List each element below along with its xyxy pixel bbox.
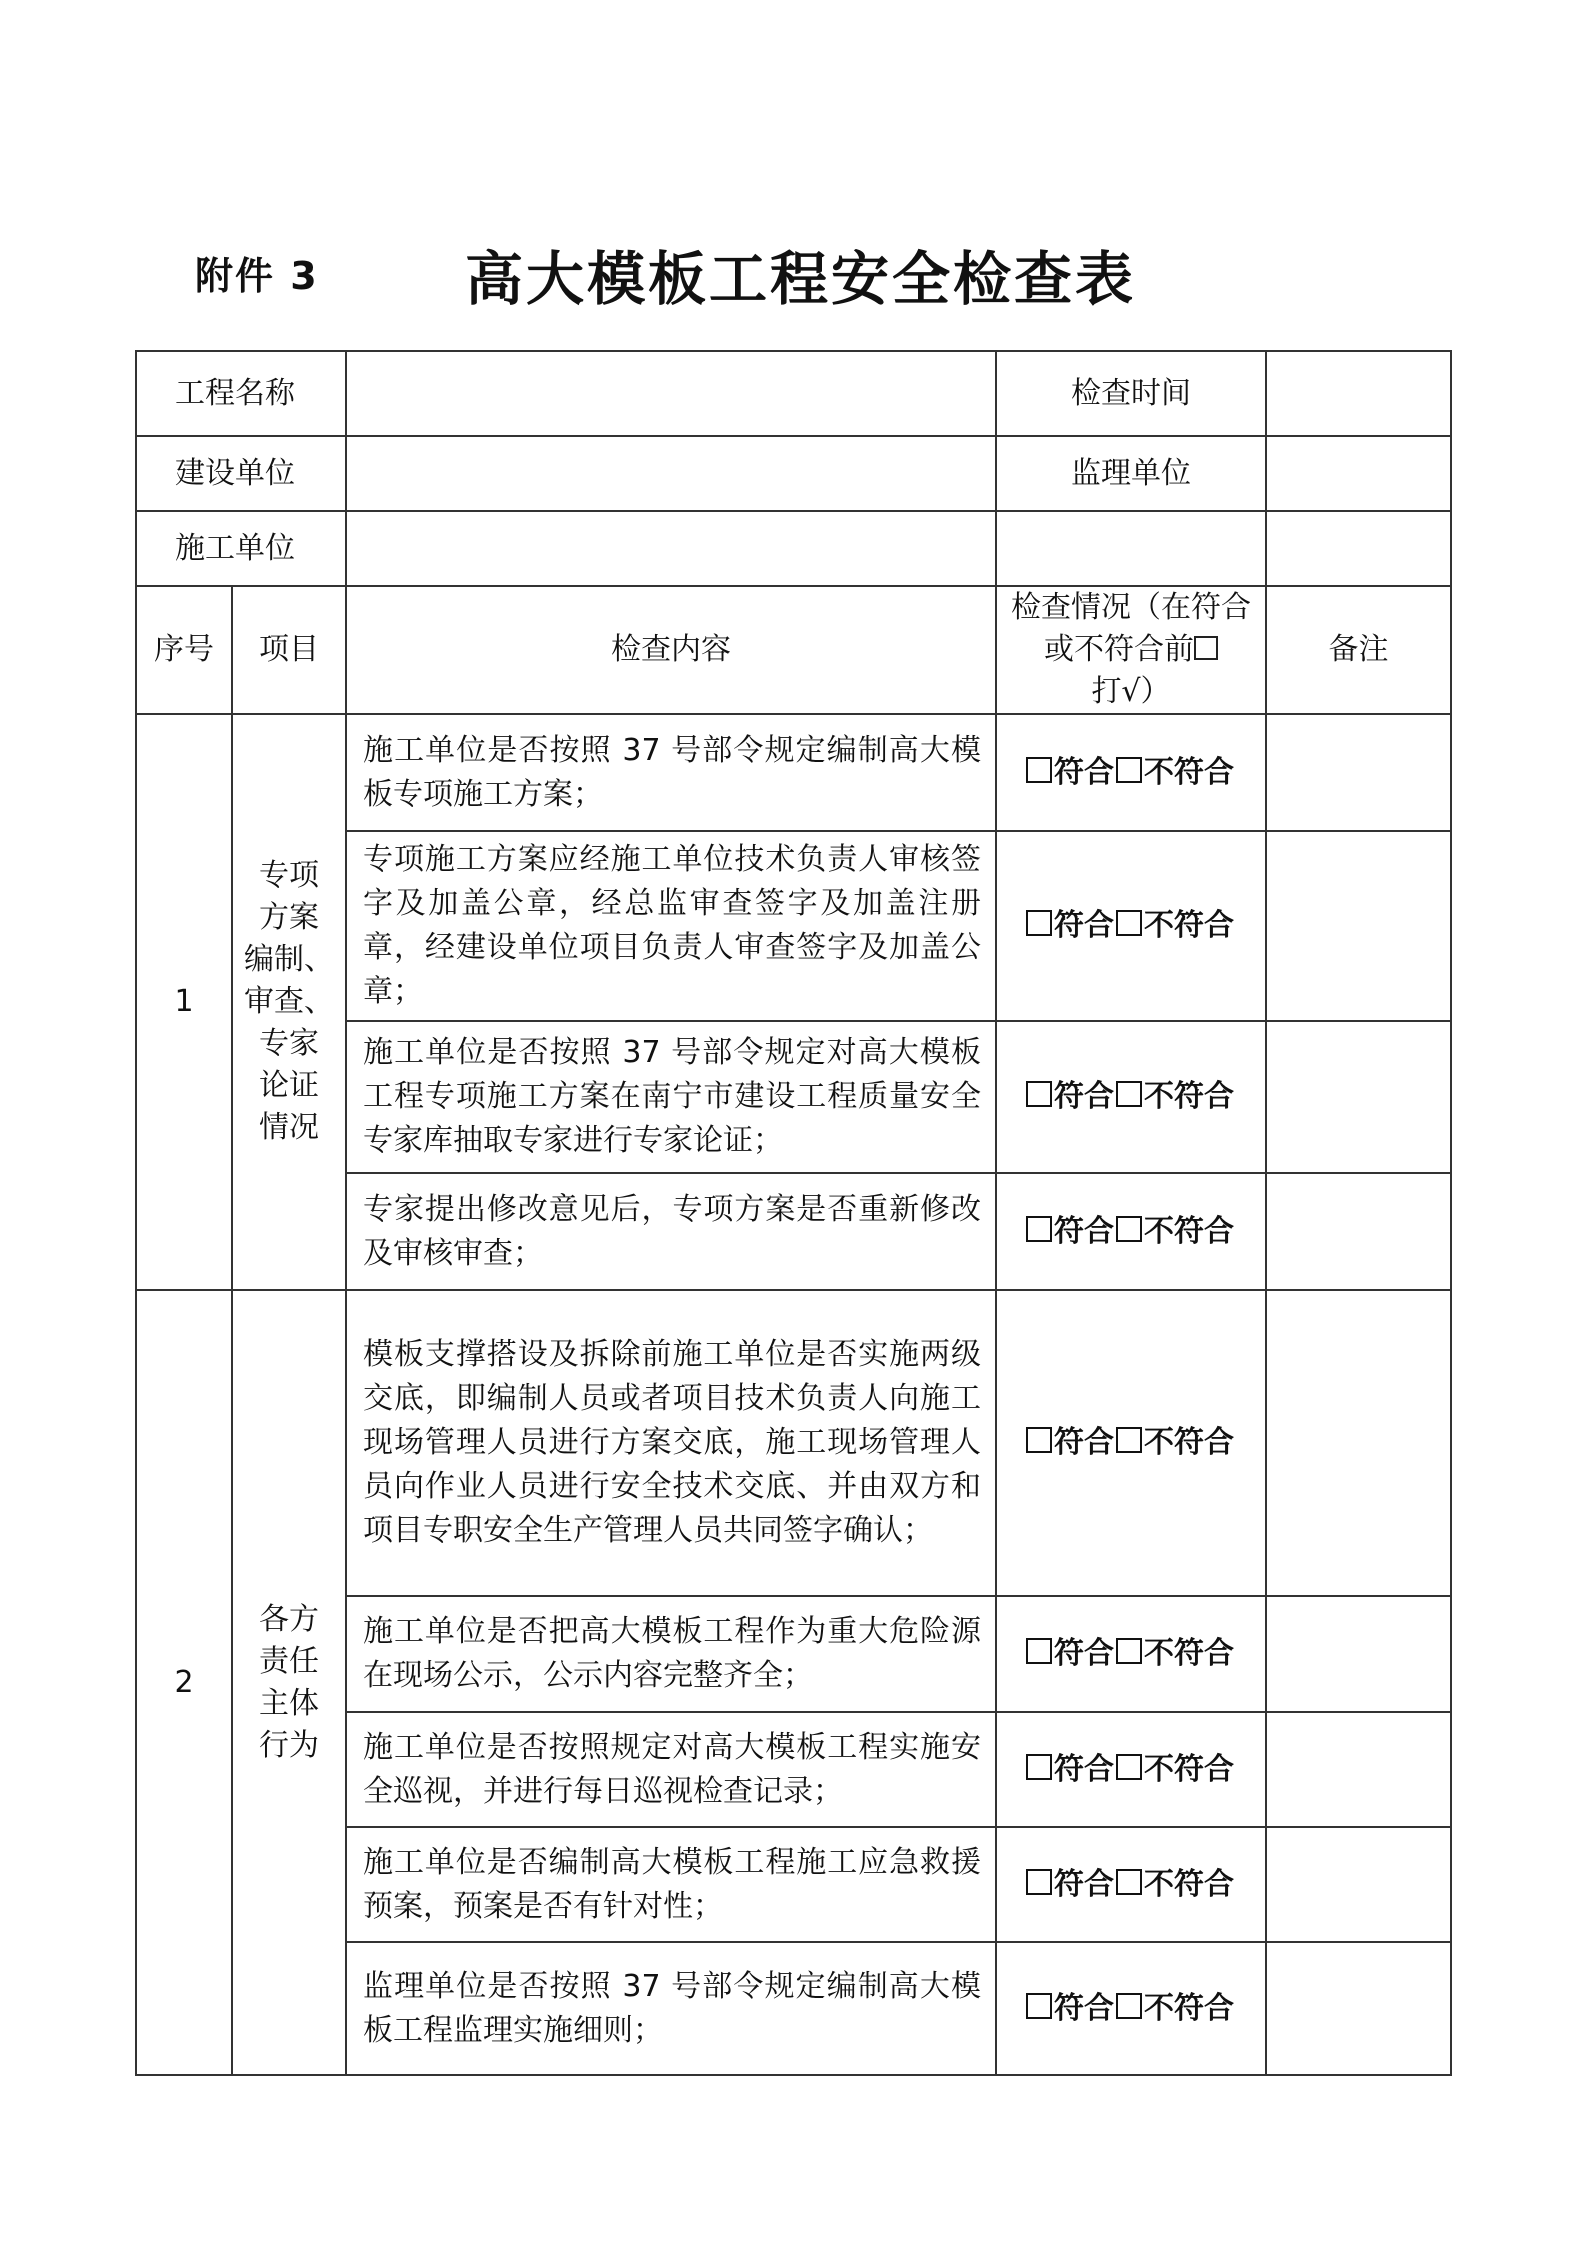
check-content: 监理单位是否按照 37 号部令规定编制高大模板工程监理实施细则；	[346, 1942, 996, 2075]
item-line: 主体	[259, 1685, 319, 1721]
col-remark-header: 备注	[1266, 586, 1451, 714]
remark-cell[interactable]	[1266, 831, 1451, 1021]
option-conform[interactable]	[1026, 755, 1116, 790]
option-label: 符合	[1054, 1636, 1114, 1671]
option-label: 不符合	[1144, 1213, 1234, 1249]
check-row	[136, 714, 1451, 831]
checkbox-icon[interactable]	[1116, 1869, 1142, 1895]
builder-label: 建设单位	[136, 436, 346, 511]
remark-cell[interactable]	[1266, 1827, 1451, 1942]
option-conform[interactable]	[1026, 1636, 1116, 1671]
checkbox-icon[interactable]	[1026, 1081, 1052, 1107]
info-row-constructor	[136, 511, 1451, 586]
remark-cell[interactable]	[1266, 1173, 1451, 1290]
option-conform[interactable]	[1026, 1425, 1116, 1460]
inspection-time-value[interactable]	[1266, 351, 1451, 436]
remark-cell[interactable]	[1266, 714, 1451, 831]
check-content: 专项施工方案应经施工单位技术负责人审核签字及加盖公章，经总监审查签字及加盖注册章，经建设单位项目负责人审查签字及加盖公章；	[346, 831, 996, 1021]
info-row-builder	[136, 436, 1451, 511]
check-content: 施工单位是否编制高大模板工程施工应急救援预案，预案是否有针对性；	[346, 1827, 996, 1942]
empty-label-cell	[996, 511, 1266, 586]
option-nonconform[interactable]	[1116, 1991, 1236, 2026]
check-options	[996, 1290, 1266, 1596]
option-conform[interactable]	[1026, 908, 1116, 943]
group-item	[232, 714, 346, 1290]
option-label: 符合	[1054, 908, 1114, 943]
option-label: 符合	[1054, 1079, 1114, 1114]
checkbox-icon[interactable]	[1026, 910, 1052, 936]
option-label: 符合	[1054, 1213, 1114, 1249]
checkbox-icon[interactable]	[1116, 1081, 1142, 1107]
supervisor-value[interactable]	[1266, 436, 1451, 511]
constructor-label: 施工单位	[136, 511, 346, 586]
checkbox-icon[interactable]	[1116, 1638, 1142, 1664]
project-name-value[interactable]	[346, 351, 996, 436]
option-conform[interactable]	[1026, 1079, 1116, 1114]
remark-cell[interactable]	[1266, 1290, 1451, 1596]
check-options	[996, 1942, 1266, 2075]
item-line: 论证	[259, 1068, 319, 1103]
check-options	[996, 714, 1266, 831]
item-line: 方案	[259, 900, 319, 935]
item-line: 行为	[259, 1727, 319, 1763]
check-content: 施工单位是否按照 37 号部令规定编制高大模板专项施工方案；	[346, 714, 996, 831]
builder-value[interactable]	[346, 436, 996, 511]
item-line: 专家	[259, 1026, 319, 1061]
check-content: 施工单位是否按照 37 号部令规定对高大模板工程专项施工方案在南宁市建设工程质量安全专家库抽取专家进行专家论证；	[346, 1021, 996, 1173]
option-conform[interactable]	[1026, 1991, 1116, 2026]
option-nonconform[interactable]	[1116, 908, 1236, 943]
checkbox-icon[interactable]	[1026, 1754, 1052, 1780]
checkbox-icon[interactable]	[1116, 1754, 1142, 1780]
remark-cell[interactable]	[1266, 1596, 1451, 1712]
col-no-header: 序号	[136, 586, 232, 714]
option-nonconform[interactable]	[1116, 1867, 1236, 1902]
option-nonconform[interactable]	[1116, 1079, 1236, 1114]
check-options	[996, 1173, 1266, 1290]
check-content: 专家提出修改意见后，专项方案是否重新修改及审核审查；	[346, 1173, 996, 1290]
checkbox-icon[interactable]	[1116, 757, 1142, 783]
group-item	[232, 1290, 346, 2075]
option-label: 不符合	[1144, 1636, 1234, 1671]
checkbox-icon[interactable]	[1026, 1427, 1052, 1453]
inspection-time-label: 检查时间	[996, 351, 1266, 436]
option-label: 不符合	[1144, 1990, 1234, 2026]
col-content-header: 检查内容	[346, 586, 996, 714]
checkbox-icon[interactable]	[1026, 1993, 1052, 2019]
checkbox-icon[interactable]	[1026, 1216, 1052, 1242]
checkbox-icon[interactable]	[1116, 1993, 1142, 2019]
check-options	[996, 831, 1266, 1021]
checkbox-icon[interactable]	[1116, 1427, 1142, 1453]
item-line: 情况	[259, 1110, 319, 1145]
group-number: 2	[136, 1290, 232, 2075]
option-label: 符合	[1054, 1425, 1114, 1460]
col-item-header: 项目	[232, 586, 346, 714]
check-options	[996, 1712, 1266, 1827]
option-label: 符合	[1054, 754, 1114, 790]
option-nonconform[interactable]	[1116, 1636, 1236, 1671]
info-row-project	[136, 351, 1451, 436]
option-label: 不符合	[1144, 1866, 1234, 1902]
option-label: 不符合	[1144, 1425, 1234, 1460]
document-title: 高大模板工程安全检查表	[465, 245, 1137, 313]
item-line: 编制、	[244, 942, 334, 977]
item-line: 审查、	[244, 984, 334, 1019]
check-header-text: 检查情况（在符合或不符合前	[1011, 590, 1251, 667]
check-row	[136, 1290, 1451, 1596]
supervisor-label: 监理单位	[996, 436, 1266, 511]
option-label: 不符合	[1144, 1751, 1234, 1787]
attachment-label: 附件 3	[195, 254, 319, 298]
option-label: 符合	[1054, 1751, 1114, 1787]
check-content: 模板支撑搭设及拆除前施工单位是否实施两级交底，即编制人员或者项目技术负责人向施工现场管理人员进行方案交底，施工现场管理人员向作业人员进行安全技术交底、并由双方和项目专职安全生产管理人员共同签字确认；	[346, 1290, 996, 1596]
option-conform[interactable]	[1026, 1214, 1116, 1249]
project-name-label: 工程名称	[136, 351, 346, 436]
remark-cell[interactable]	[1266, 1021, 1451, 1173]
column-header-row	[136, 586, 1451, 714]
option-conform[interactable]	[1026, 1752, 1116, 1787]
check-content: 施工单位是否把高大模板工程作为重大危险源在现场公示，公示内容完整齐全；	[346, 1596, 996, 1712]
option-label: 不符合	[1144, 908, 1234, 943]
option-nonconform[interactable]	[1116, 1214, 1236, 1249]
option-label: 不符合	[1144, 1079, 1234, 1114]
check-options	[996, 1021, 1266, 1173]
item-line: 各方	[259, 1601, 319, 1637]
group-number: 1	[136, 714, 232, 1290]
checkbox-icon[interactable]	[1026, 1869, 1052, 1895]
remark-cell[interactable]	[1266, 1942, 1451, 2075]
option-label: 不符合	[1144, 754, 1234, 790]
option-label: 符合	[1054, 1866, 1114, 1902]
check-options	[996, 1596, 1266, 1712]
check-content: 施工单位是否按照规定对高大模板工程实施安全巡视，并进行每日巡视检查记录；	[346, 1712, 996, 1827]
checkbox-icon[interactable]	[1026, 757, 1052, 783]
checkbox-icon[interactable]	[1116, 1216, 1142, 1242]
item-line: 责任	[259, 1643, 319, 1679]
remark-cell[interactable]	[1266, 1712, 1451, 1827]
option-label: 符合	[1054, 1990, 1114, 2026]
checkbox-icon[interactable]	[1026, 1638, 1052, 1664]
constructor-value[interactable]	[346, 511, 996, 586]
option-nonconform[interactable]	[1116, 1752, 1236, 1787]
col-check-header	[996, 586, 1266, 714]
check-options	[996, 1827, 1266, 1942]
item-line: 专项	[259, 858, 319, 893]
inspection-table	[135, 350, 1452, 2076]
option-nonconform[interactable]	[1116, 755, 1236, 790]
checkbox-icon[interactable]	[1116, 910, 1142, 936]
check-header-text-end: 打√）	[1091, 674, 1171, 709]
option-nonconform[interactable]	[1116, 1425, 1236, 1460]
empty-value-cell[interactable]	[1266, 511, 1451, 586]
checkbox-icon	[1194, 636, 1218, 660]
option-conform[interactable]	[1026, 1867, 1116, 1902]
